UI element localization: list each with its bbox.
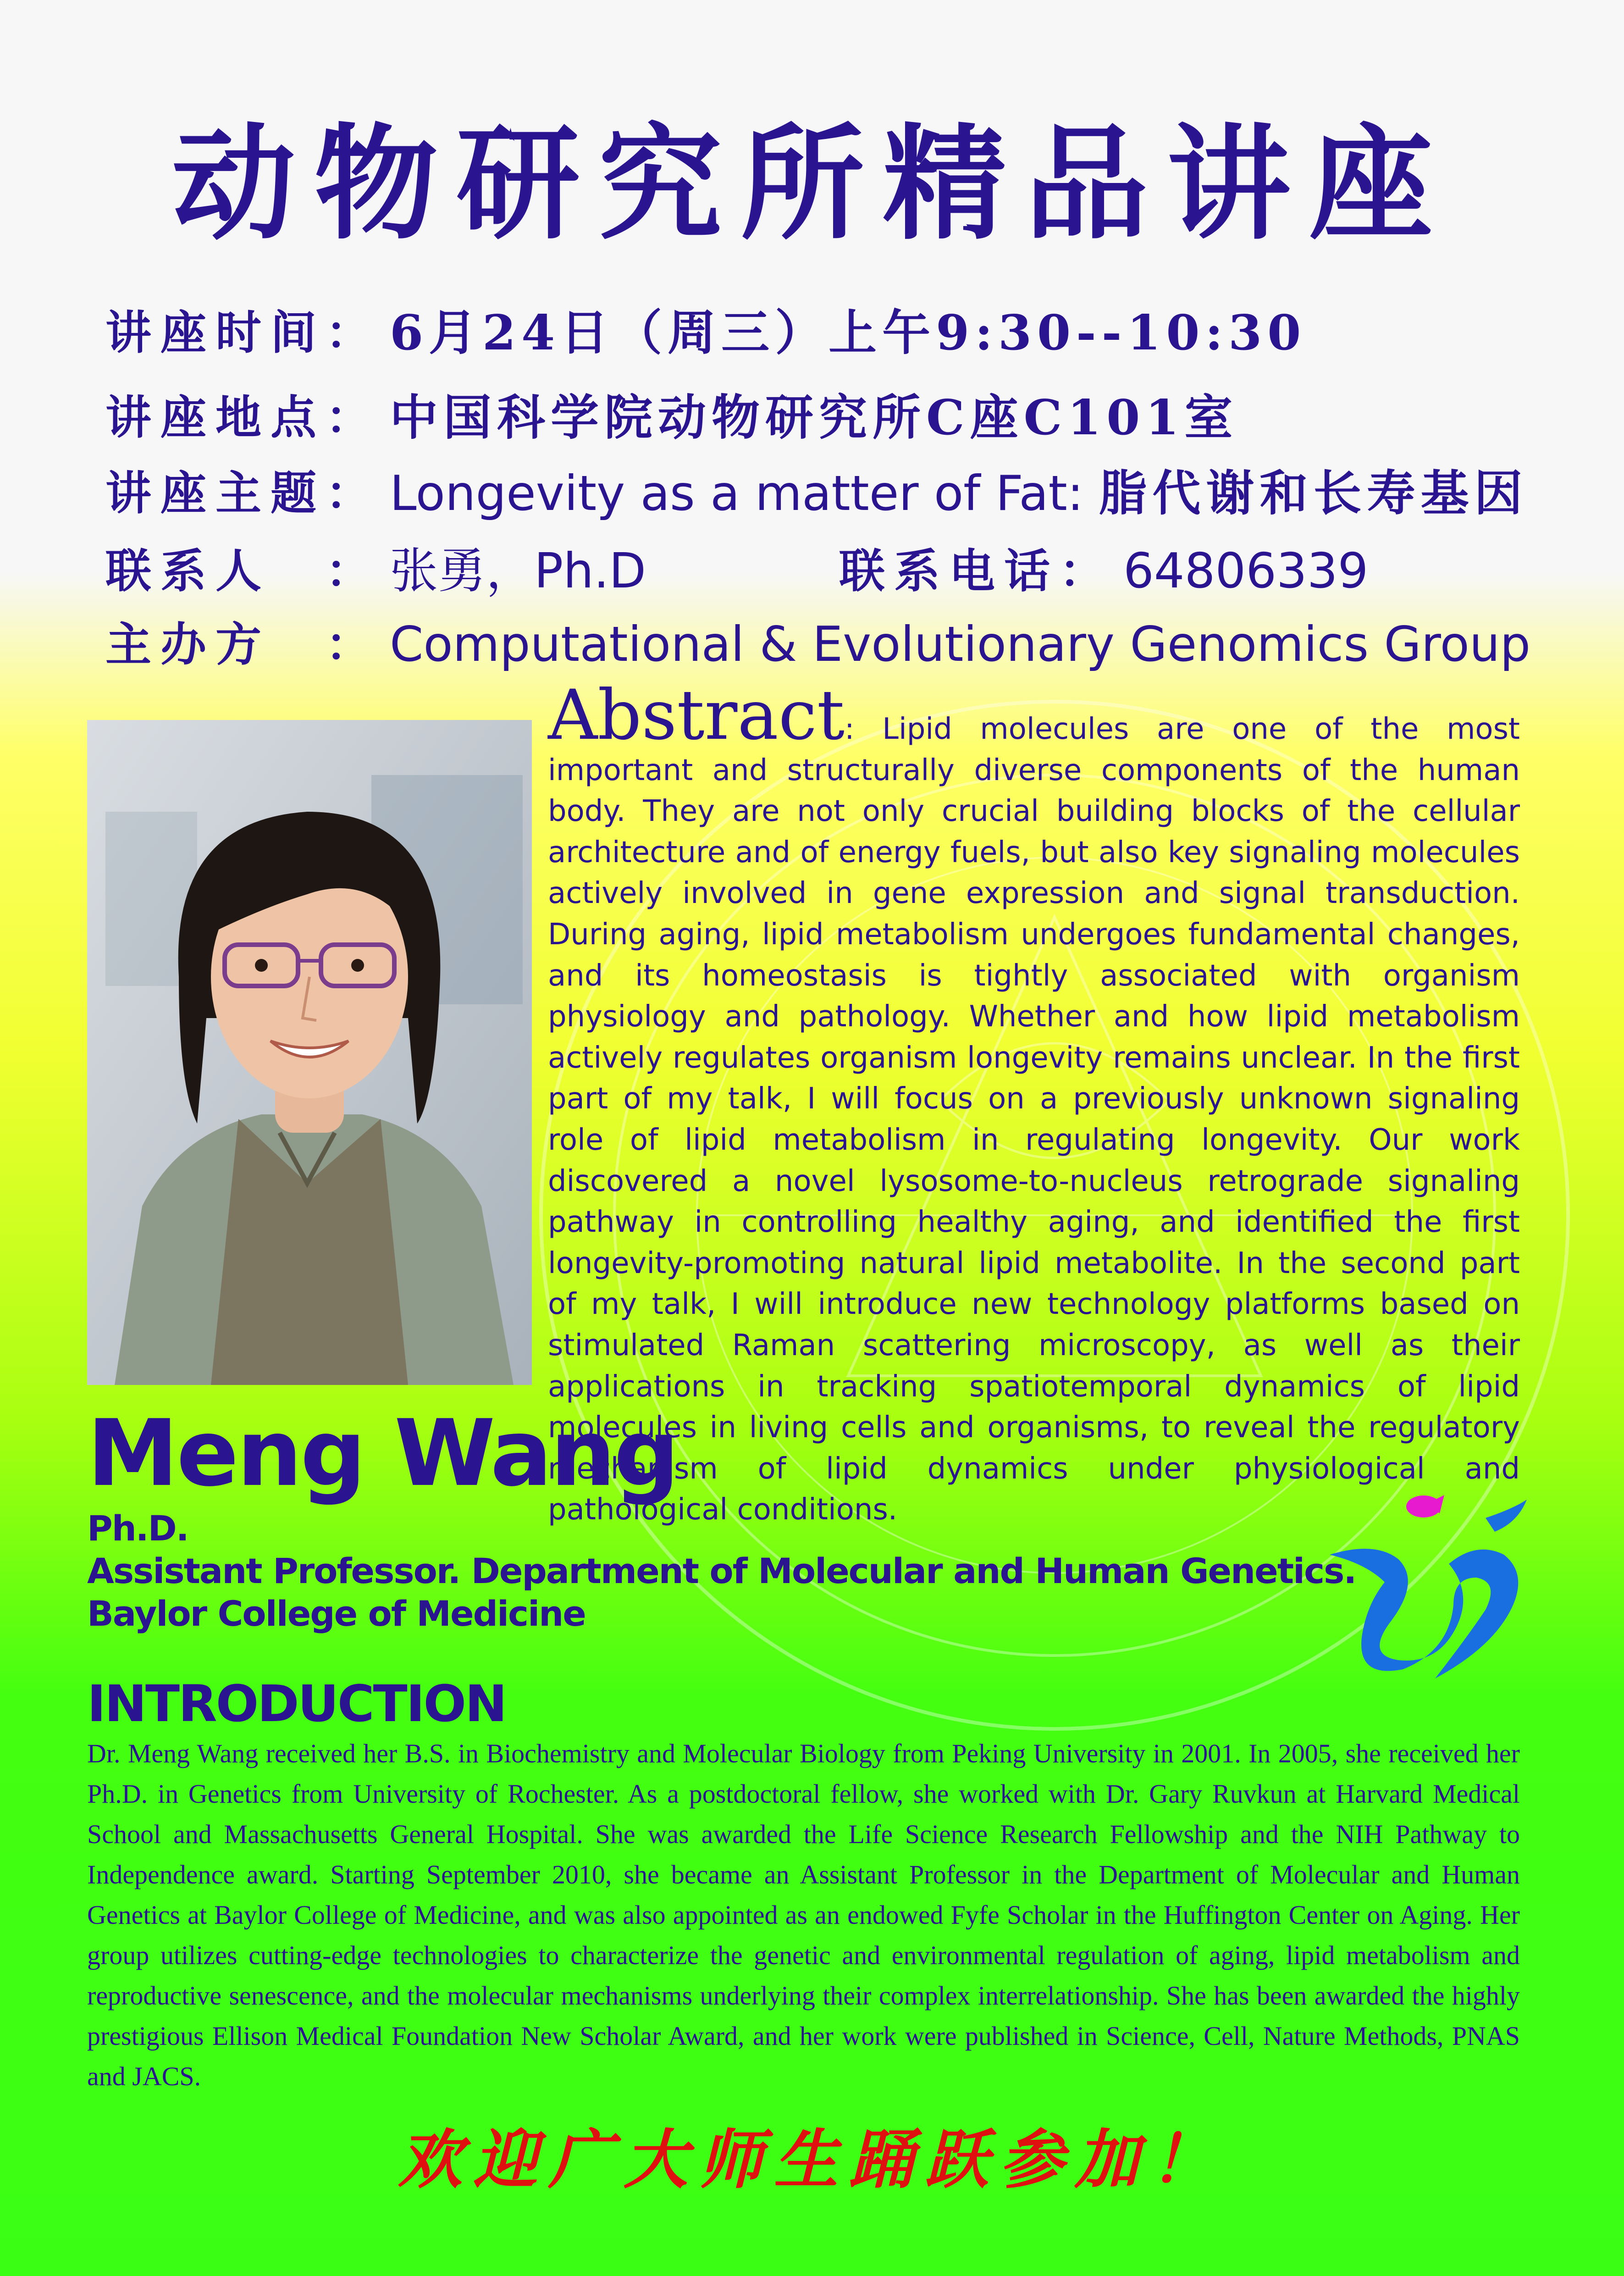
introduction-heading: INTRODUCTION	[87, 1674, 506, 1733]
contact-value: 张勇，Ph.D	[390, 543, 646, 599]
time-value: 6月24日（周三）上午9:30--10:30	[390, 304, 1307, 361]
info-row-location	[105, 383, 1536, 452]
speaker-photo	[87, 720, 532, 1385]
host-value: Computational & Evolutionary Genomics Group	[390, 616, 1531, 672]
speaker-institution: Baylor College of Medicine	[87, 1593, 586, 1634]
abstract-block	[548, 676, 1520, 1527]
info-row-time	[105, 298, 1536, 367]
abstract-heading: Abstract	[548, 676, 845, 755]
topic-label: 讲座主题：	[105, 466, 381, 520]
abstract-text: Lipid molecules are one of the most important and structurally diverse components of the human body. They are not only crucial building blocks of the cellular architecture and of energy fuels, but also key signaling molecules actively involved in gene expression and signal transduction. During aging, lipid metabolism undergoes fundamental changes, and its homeostasis is tightly associated with organism physiology and pathology. Whether and how lipid metabolism actively regulates organism longevity remains unclear. In the first part of my talk, I will focus on a previously unknown signaling role of lipid metabolism in regulating longevity. Our work discovered a novel lysosome-to-nucleus retrograde signaling pathway in controlling healthy aging, and identified the first longevity-promoting natural lipid metabolite. In the second part of my talk, I will introduce new technology platforms based on stimulated Raman scattering microscopy, as well as their applications in tracking spatiotemporal dynamics of lipid molecules in living cells and organisms, to reveal the regulatory mechanism of lipid dynamics under physiological and pathological conditions.	[548, 712, 1520, 1527]
time-label: 讲座时间：	[105, 305, 381, 360]
institute-logo-icon	[1320, 1486, 1531, 1683]
page-title: 动物研究所精品讲座	[172, 111, 1451, 256]
host-label: 主办方 ：	[105, 617, 381, 671]
info-row-topic	[105, 459, 1536, 527]
speaker-position: Assistant Professor. Department of Molecular and Human Genetics.	[87, 1551, 1356, 1591]
speaker-degree: Ph.D.	[87, 1508, 188, 1549]
topic-value-en: Longevity as a matter of Fat:	[390, 465, 1099, 521]
location-value: 中国科学院动物研究所C座C101室	[390, 389, 1238, 446]
phone-value: 64806339	[1123, 543, 1369, 599]
portrait-illustration-icon	[87, 720, 532, 1385]
info-row-host	[105, 610, 1536, 679]
abstract-separator: :	[845, 712, 883, 746]
speaker-name: Meng Wang	[87, 1400, 678, 1507]
phone-label: 联系电话：	[839, 544, 1114, 598]
topic-value	[390, 459, 1528, 528]
introduction-text: Dr. Meng Wang received her B.S. in Biochemistry and Molecular Biology from Peking University in 2001. In 2005, she received her Ph.D. in Genetics from University of Rochester. As a postdoctoral fellow, she worked with Dr. Gary Ruvkun at Harvard Medical School and Massachusetts General Hospital. She was awarded the Life Science Research Fellowship and the NIH Pathway to Independence award. Starting September 2010, she became an Assistant Professor in the Department of Molecular and Human Genetics at Baylor College of Medicine, and was also appointed as an endowed Fyfe Scholar in the Huffington Center on Aging. Her group utilizes cutting-edge technologies to characterize the genetic and environmental regulation of aging, lipid metabolism and reproductive senescence, and the molecular mechanisms underlying their complex interrelationship. She has been awarded the highly prestigious Ellison Medical Foundation New Scholar Award, and her work were published in Science, Cell, Nature Methods, PNAS and JACS.	[87, 1739, 1520, 2091]
location-label: 讲座地点：	[105, 390, 381, 444]
contact-label: 联系人 ：	[105, 544, 381, 598]
topic-value-cn: 脂代谢和长寿基因	[1099, 465, 1528, 521]
info-row-contact	[105, 537, 1536, 605]
closing-invitation: 欢迎广大师生踊跃参加！	[398, 2122, 1225, 2198]
